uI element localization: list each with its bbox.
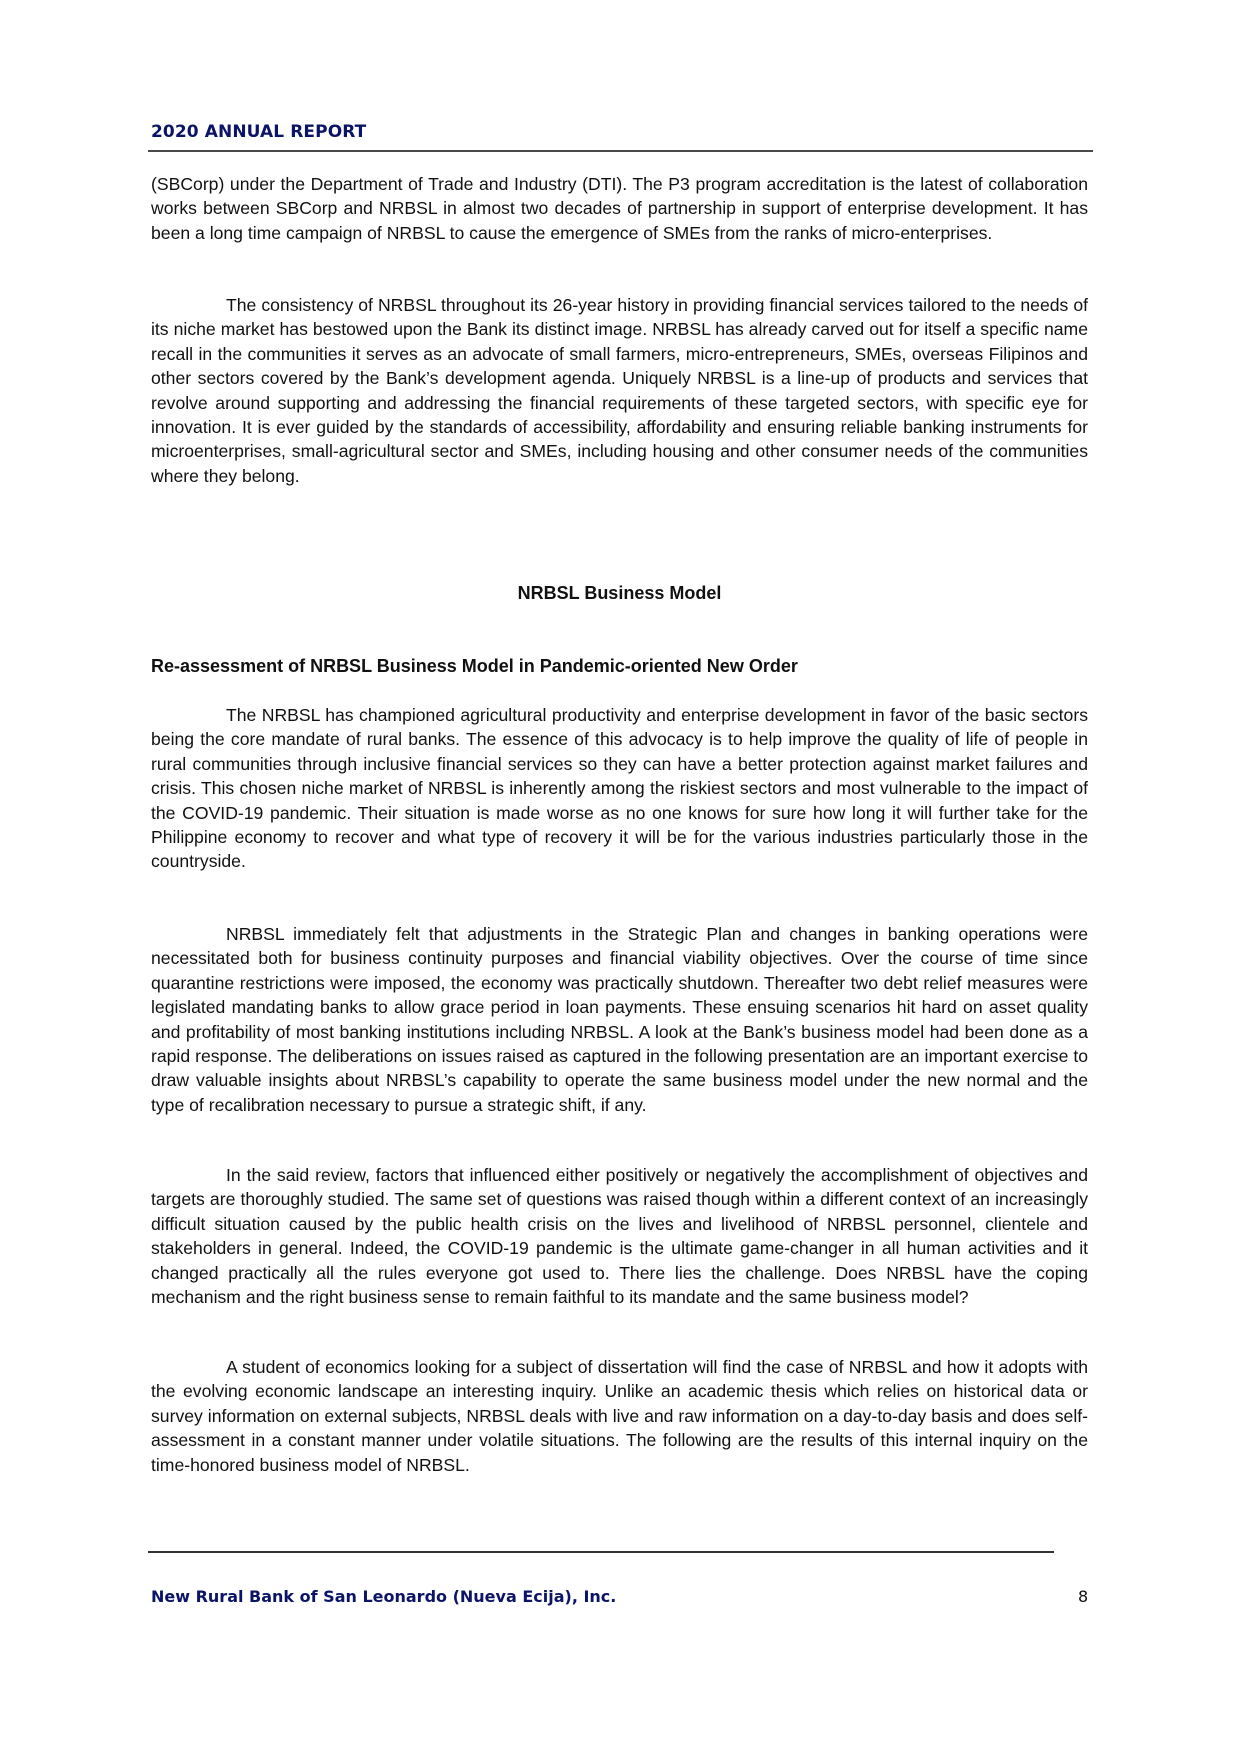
intro-paragraph-2: [151, 293, 1088, 488]
header-divider: [148, 150, 1093, 152]
section-paragraph-1: [151, 703, 1088, 874]
paragraph-text: A student of economics looking for a subject of dissertation will find the case of NRBSL and how it adopts with the evolving economic landscape an interesting inquiry. Unlike an academic thesis which relies on historical data or survey information on external subjects, NRBSL deals with live and raw information on a day-to-day basis and does self-assessment in a constant manner under volatile situations. The following are the results of this internal inquiry on the time-honored business model of NRBSL.: [151, 1357, 1088, 1475]
footer-divider: [148, 1551, 1054, 1553]
section-paragraph-3: [151, 1163, 1088, 1309]
report-header-title: 2020 ANNUAL REPORT: [151, 122, 367, 142]
paragraph-text: The consistency of NRBSL throughout its 26-year history in providing financial services tailored to the needs of its niche market has bestowed upon the Bank its distinct image. NRBSL has already carved out for itself a specific name recall in the communities it serves as an advocate of small farmers, micro-entrepreneurs, SMEs, overseas Filipinos and other sectors covered by the Bank’s development agenda. Uniquely NRBSL is a line-up of products and services that revolve around supporting and addressing the financial requirements of these targeted sectors, with specific eye for innovation. It is ever guided by the standards of accessibility, affordability and ensuring reliable banking instruments for microenterprises, small-agricultural sector and SMEs, including housing and other consumer needs of the communities where they belong.: [151, 295, 1088, 486]
paragraph-text: NRBSL immediately felt that adjustments in the Strategic Plan and changes in banking operations were necessitated both for business continuity purposes and financial viability objectives. Over the course of time since quarantine restrictions were imposed, the economy was practically shutdown. Thereafter two debt relief measures were legislated mandating banks to allow grace period in loan payments. These ensuing scenarios hit hard on asset quality and profitability of most banking institutions including NRBSL. A look at the Bank’s business model had been done as a rapid response. The deliberations on issues raised as captured in the following presentation are an important exercise to draw valuable insights about NRBSL’s capability to operate the same business model under the new normal and the type of recalibration necessary to pursue a strategic shift, if any.: [151, 924, 1088, 1115]
intro-paragraph-1: [151, 172, 1088, 245]
section-paragraph-4: [151, 1355, 1088, 1477]
page-number: 8: [1078, 1587, 1089, 1606]
section-title: NRBSL Business Model: [517, 583, 722, 603]
section-subtitle: Re-assessment of NRBSL Business Model in Pandemic-oriented New Order: [151, 656, 798, 676]
paragraph-text: The NRBSL has championed agricultural productivity and enterprise development in favor of the basic sectors being the core mandate of rural banks. The essence of this advocacy is to help improve the quality of life of people in rural communities through inclusive financial services so they can have a better protection against market failures and crisis. This chosen niche market of NRBSL is inherently among the riskiest sectors and most vulnerable to the impact of the COVID-19 pandemic. Their situation is made worse as no one knows for sure how long it will further take for the Philippine economy to recover and what type of recovery it will be for the various industries particularly those in the countryside.: [151, 705, 1088, 872]
paragraph-text: (SBCorp) under the Department of Trade and Industry (DTI). The P3 program accreditation is the latest of collaboration works between SBCorp and NRBSL in almost two decades of partnership in support of enterprise development. It has been a long time campaign of NRBSL to cause the emergence of SMEs from the ranks of micro-enterprises.: [151, 174, 1088, 243]
footer-organization: New Rural Bank of San Leonardo (Nueva Ecija), Inc.: [151, 1587, 617, 1606]
paragraph-text: In the said review, factors that influenced either positively or negatively the accomplishment of objectives and targets are thoroughly studied. The same set of questions was raised though within a different context of an increasingly difficult situation caused by the public health crisis on the lives and livelihood of NRBSL personnel, clientele and stakeholders in general. Indeed, the COVID-19 pandemic is the ultimate game-changer in all human activities and it changed practically all the rules everyone got used to. There lies the challenge. Does NRBSL have the coping mechanism and the right business sense to remain faithful to its mandate and the same business model?: [151, 1165, 1088, 1308]
section-paragraph-2: [151, 922, 1088, 1117]
